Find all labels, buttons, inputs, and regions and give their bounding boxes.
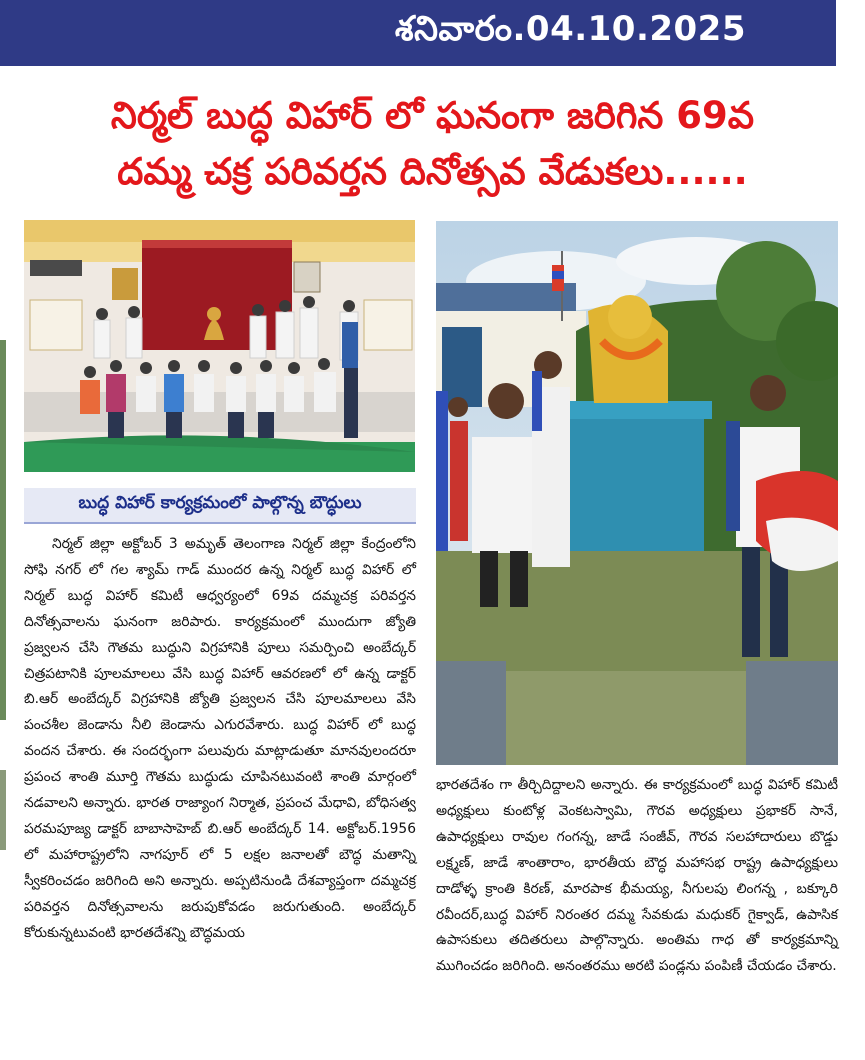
article-right-column: భారతదేశం గా తీర్చిదిద్దాలని అన్నారు. ఈ కార్యక్రమంలో బుద్ధ విహార్ కమిటీ అధ్యక్షులు కుంటోళ్ల వెంకటస్వామి, గౌరవ అధ్యక్షులు ప్రభాకర్ సానే, ఉపాధ్యక్షులు రావుల గంగన్న, జాడే సంజీవ్, గౌరవ సలహాదారులు బొడ్డు లక్ష్మణ్, జాడే శాంతారాం, భారతీయ బౌద్ధ మహాసభ రాష్ట్ర ఉపాధ్యక్షులు దాడోళ్ళ క్రాంతి కిరణ్, మారపాక భీమయ్య, నీగులపు లింగన్న , బక్కూరి రవీందర్,బుద్ధ విహార్ నిరంతర దమ్మ సేవకుడు మధుకర్ గైక్వాడ్, ఉపాసిక ఉపాసకులు తదితరులు పాల్గొన్నారు. అంతిమ గాధ తో కార్యక్రమాన్ని ముగించడం జరిగింది. అనంతరము అరటి పండ్లను పంపిణీ చేయడం చేశారు. — [436, 777, 838, 975]
headline-line-2: దమ్మ చక్ర పరివర్తన దినోత్సవ వేడుకలు...... — [117, 150, 748, 193]
edge-photo-strip-lower — [0, 770, 6, 850]
headline — [0, 88, 865, 200]
date-banner — [0, 0, 836, 66]
headline-line-1: నిర్మల్ బుద్ధ విహార్ లో ఘనంగా జరిగిన 69వ — [110, 94, 755, 137]
statue-photo-illustration — [436, 221, 838, 765]
edge-photo-strip — [0, 340, 6, 720]
photo-caption-subheading — [24, 488, 416, 524]
article-left-column: నిర్మల్ జిల్లా అక్టోబర్ 3 అమృత్ తెలంగాణ నిర్మల్ జిల్లా కేంద్రంలోని సోఫి నగర్ లో గల శ్యామ్ గాడ్ ముందర ఉన్న నిర్మల్ బుద్ధ విహార్ లో నిర్మల్ బుద్ధ విహార్ కమిటీ ఆధ్వర్యంలో 69వ దమ్మచక్ర పరివర్తన దినోత్సవాలను ఘనంగా జరిపారు. కార్యక్రమంలో ముందుగా జ్యోతి ప్రజ్వలన చేసి గౌతమ బుద్ధుని విగ్రహానికి పూలు సమర్పించి అంబేద్కర్ చిత్రపటానికి పూలమాలలు వేసి బుద్ధ విహార్ ఆవరణలో లో ఉన్న డాక్టర్ బి.ఆర్ అంబేద్కర్ విగ్రహానికి జ్యోతి ప్రజ్వలన చేసి పూలమాలలు వేసి పంచశీల జెండాను నీలి జెండాను ఎగురవేశారు. బుద్ధ విహార్ లో బుద్ధ వందన చేశారు. ఈ సందర్భంగా పలువురు మాట్లాడుతూ మానవులందరూ ప్రపంచ శాంతి మూర్తి గౌతమ బుద్ధుడు చూపినటువంటి శాంతి మార్గంలో నడవాలని అన్నారు. భారత రాజ్యాంగ నిర్మాత, ప్రపంచ మేధావి, బోధిసత్వ పరమపూజ్య డాక్టర్ బాబాసాహెబ్ బి.ఆర్ అంబేద్కర్ 14. అక్టోబర్.1956 లో మహారాష్ట్రలోని నాగపూర్ లో 5 లక్షల జనాలతో బౌద్ధ మతాన్ని స్వీకరించడం జరిగింది అని అన్నారు. అప్పటినుండి దేశవ్యాప్తంగా దమ్మచక్ర పరివర్తన దినోత్సవాలను జరుపుకోవడం జరుగుతుంది. అంబేద్కర్ కోరుకున్నటువంటి భారతదేశన్ని బౌద్ధమయ — [24, 536, 416, 941]
group-photo — [24, 220, 415, 472]
group-photo-illustration — [24, 220, 415, 472]
subheading-text: బుద్ధ విహార్ కార్యక్రమంలో పాల్గొన్న బౌద్ధులు — [78, 493, 362, 513]
statue-photo — [436, 221, 838, 765]
date-text: శనివారం.04.10.2025 — [394, 9, 746, 49]
